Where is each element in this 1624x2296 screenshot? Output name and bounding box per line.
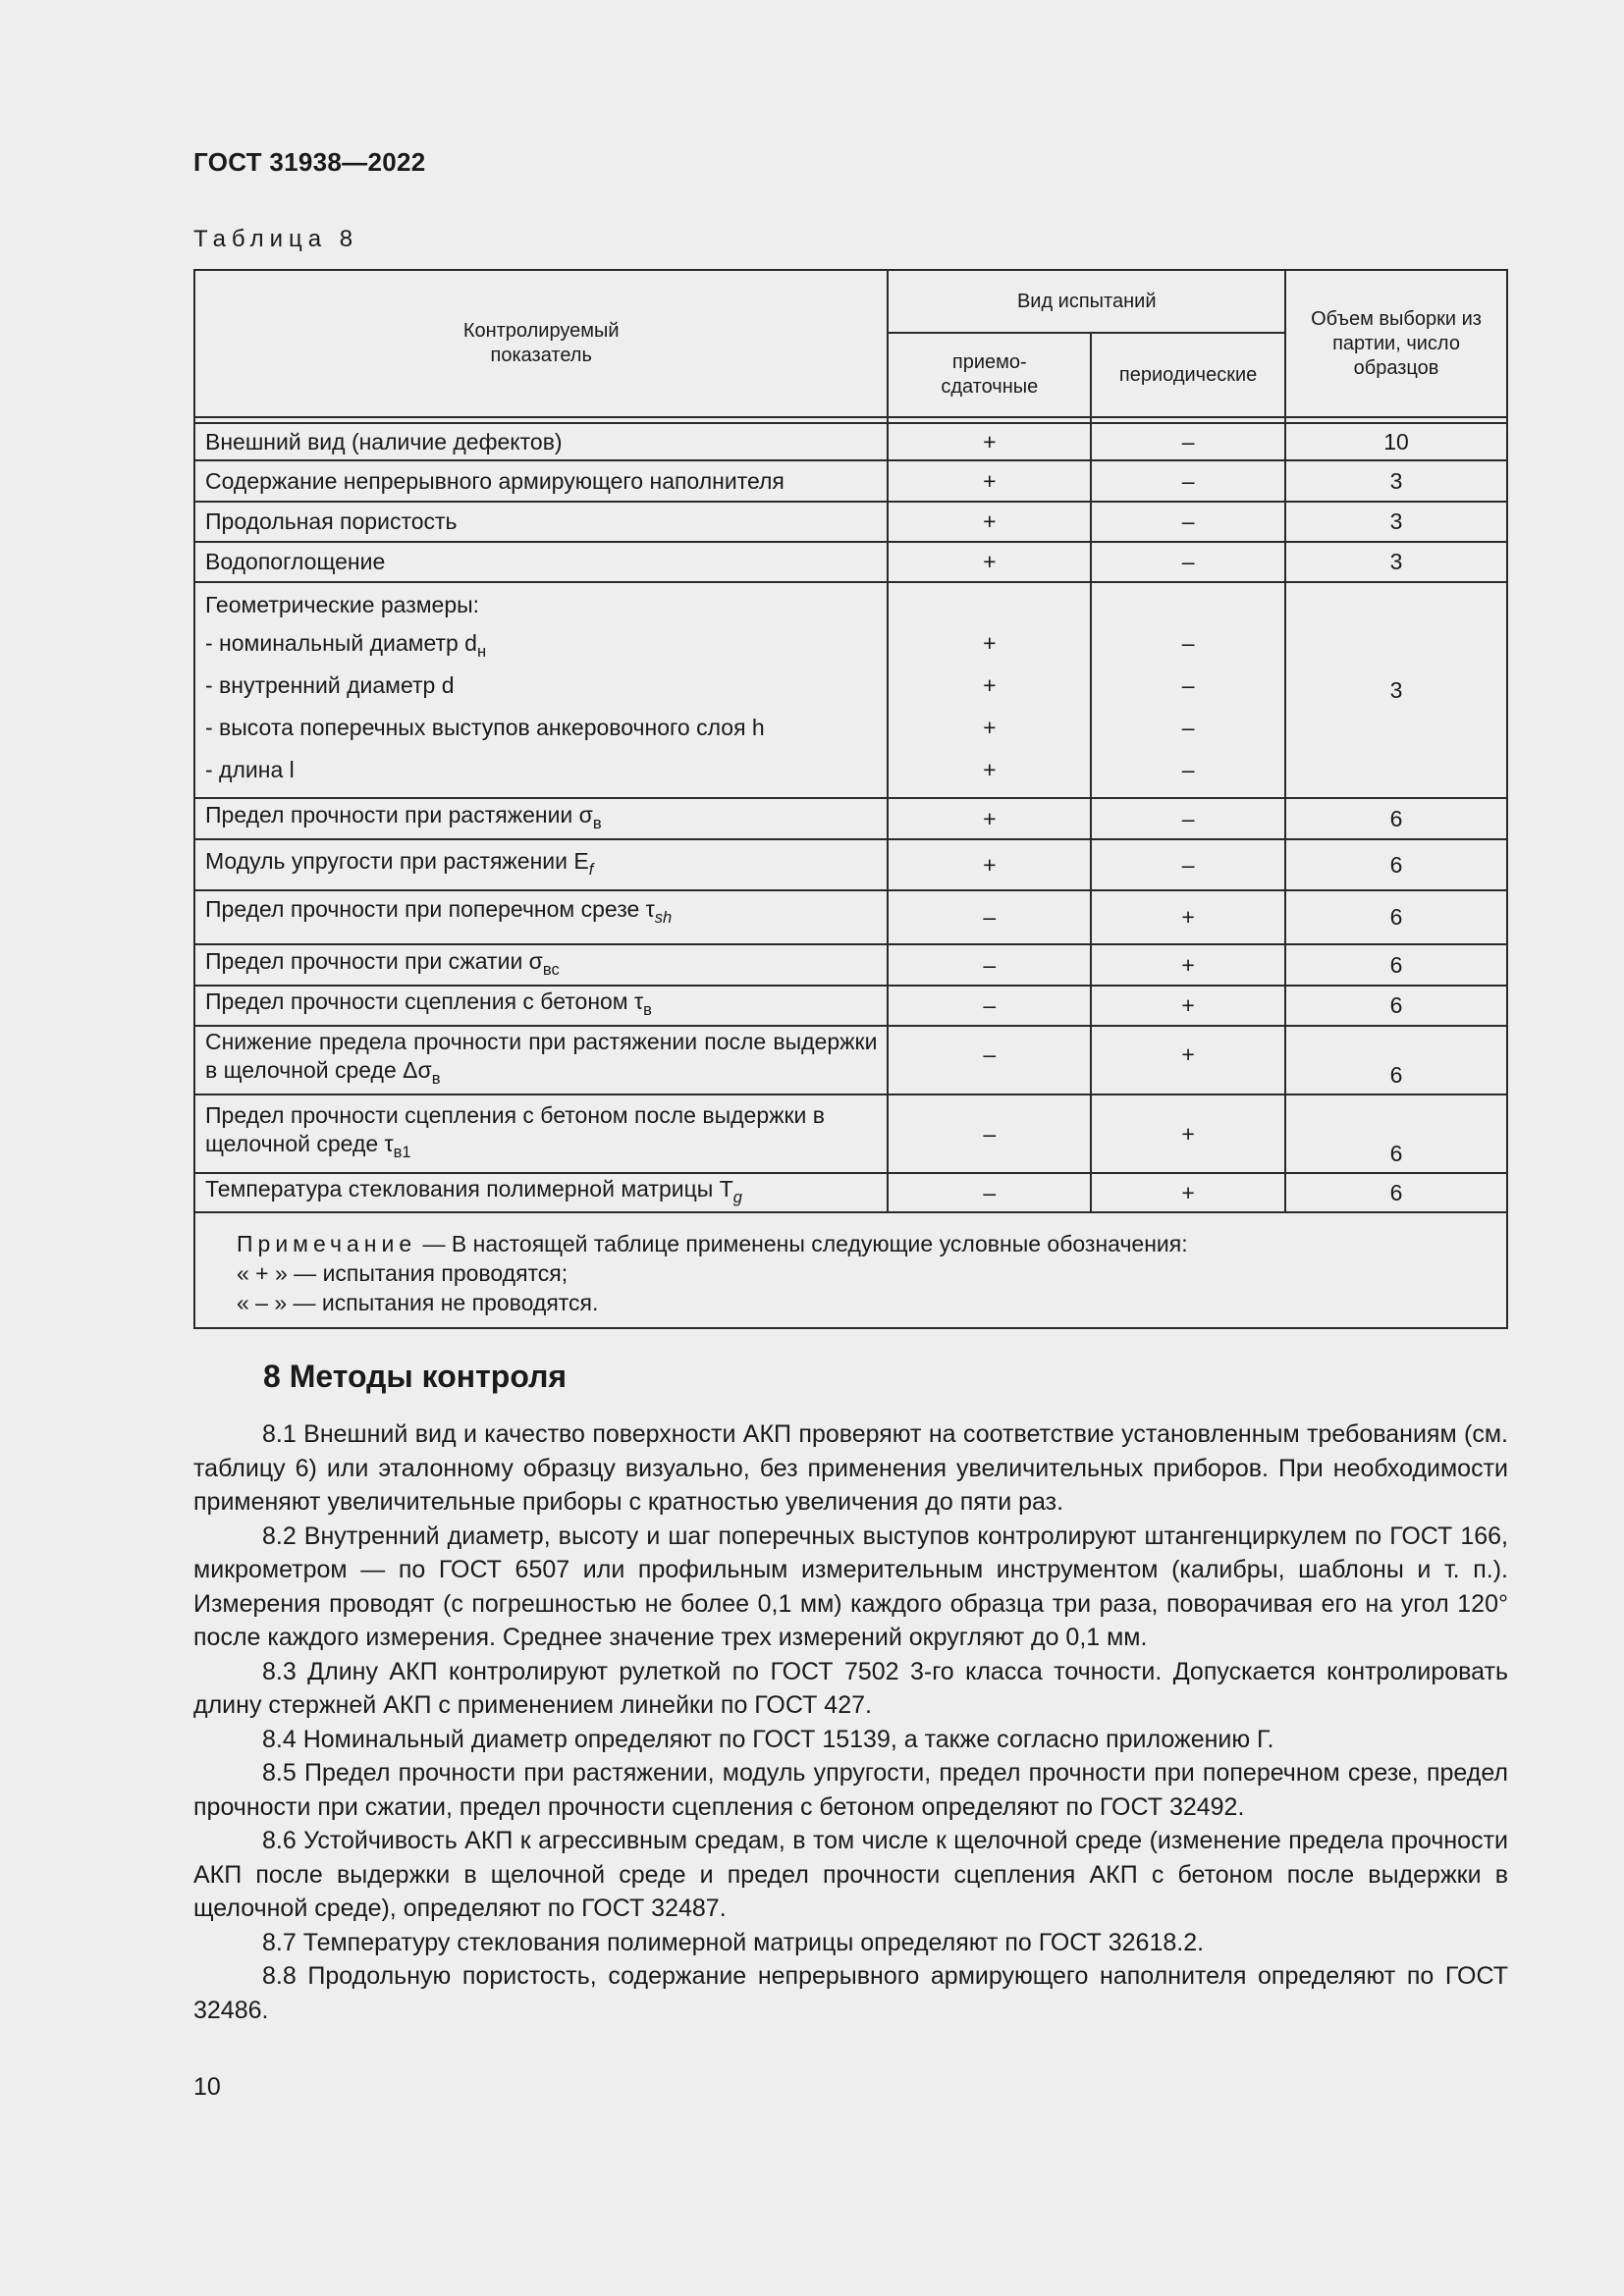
table-row: Предел прочности сцепления с бетоном $\tau_в$ – + 6 [194,986,1507,1026]
document-header: ГОСТ 31938—2022 [193,147,426,177]
paragraph: 8.2 Внутренний диаметр, высоту и шаг поперечных выступов контролируют штангенциркулем по ГОСТ 166, микрометром — по ГОСТ 6507 или профильным измерительным инструментом (калибры, шаблоны и т. п.). Измерения проводят (с погрешностью не более 0,1 мм) каждого образца три раза, поворачивая его на угол 120° после каждого измерения. Среднее значение трех измерений округляют до 0,1 мм. [193,1522,1508,1651]
header-test-type: Вид испытаний [888,270,1285,333]
header-periodic: периодические [1091,333,1285,417]
paragraph: 8.5 Предел прочности при растяжении, модуль упругости, предел прочности при поперечном срезе, предел прочности при сжатии, предел прочности сцепления с бетоном определяют по ГОСТ 32492. [193,1759,1508,1821]
table-row: Содержание непрерывного армирующего наполнителя + – 3 [194,460,1507,502]
paragraph: 8.8 Продольную пористость, содержание непрерывного армирующего наполнителя определяют по ГОСТ 32486. [193,1962,1508,2024]
note-label: Примечание [237,1231,417,1256]
table-row: Снижение предела прочности при растяжении после выдержки в щелочной среде $\Delta\sigma_в$ – + 6 [194,1026,1507,1095]
table-row: Модуль упругости при растяжении $E_f$ + – 6 [194,839,1507,890]
table-row: Водопоглощение + – 3 [194,542,1507,582]
page-number: 10 [193,2073,221,2101]
header-sample-size: Объем выборки из партии, число образцов [1285,270,1507,417]
table-8 [193,269,1508,1329]
table-row: Внешний вид (наличие дефектов) + – 10 [194,423,1507,460]
paragraph: 8.7 Температуру стеклования полимерной матрицы определяют по ГОСТ 32618.2. [262,1928,1205,1956]
paragraph: 8.4 Номинальный диаметр определяют по ГОСТ 15139, а также согласно приложению Г. [262,1725,1274,1753]
table-row: Предел прочности при сжатии $\sigma_{вс}$ – + 6 [194,944,1507,986]
header-acceptance: приемо-сдаточные [888,333,1091,417]
table-caption: Таблица 8 [193,226,359,252]
paragraph: 8.1 Внешний вид и качество поверхности АКП проверяют на соответствие установленным требованиям (см. таблицу 6) или эталонному образцу визуально, без применения увеличительных приборов. При необходимости применяют увеличительные приборы с кратностью увеличения до пяти раз. [193,1420,1508,1516]
section-title: 8 Методы контроля [263,1359,568,1394]
header-indicator: Контролируемый показатель [194,270,888,417]
paragraph: 8.3 Длину АКП контролируют рулеткой по ГОСТ 7502 3-го класса точности. Допускается контролировать длину стержней АКП с применением линейки по ГОСТ 427. [193,1657,1508,1719]
section-body [193,1417,1508,2027]
table-row: Температура стеклования полимерной матрицы $T_g$ – + 6 [194,1173,1507,1212]
paragraph: 8.6 Устойчивость АКП к агрессивным средам, в том числе к щелочной среде (изменение предела прочности АКП после выдержки в щелочной среде и предел прочности сцепления АКП с бетоном после выдержки в щелочной среде), определяют по ГОСТ 32487. [193,1827,1508,1922]
table-row-geometry: Геометрические размеры: - номинальный диаметр $d_н$ - внутренний диаметр d - высота поперечных выступов анкеровочного слоя h - длина l + + + + – – – – 3 [194,582,1507,798]
table-row: Продольная пористость + – 3 [194,502,1507,542]
table-row: Предел прочности при поперечном срезе $\tau_{sh}$ – + 6 [194,890,1507,944]
table-row: Предел прочности при растяжении $\sigma_в$ + – 6 [194,798,1507,839]
table-row: Предел прочности сцепления с бетоном после выдержки в щелочной среде $\tau_{в1}$ – + 6 [194,1095,1507,1173]
table-note: Примечание — В настоящей таблице применены следующие условные обозначения: « + » — испытания проводятся; « – » — испытания не проводятся. [194,1212,1507,1328]
